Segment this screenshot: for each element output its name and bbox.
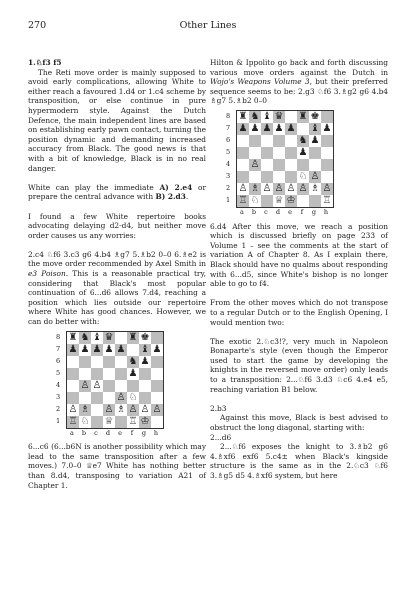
board-square: ♗ (80, 403, 90, 415)
board-square: ♟ (68, 343, 78, 355)
variation-move: 2...d6 (210, 432, 232, 442)
rank-label: 1 (56, 416, 61, 425)
board-square: ♜ (298, 110, 308, 122)
board-square (309, 195, 321, 207)
file-label: d (275, 207, 281, 216)
paragraph: 2...♘f6 exposes the knight to 3.♗b2 g6 4.♗xf6 exf6 5.c4± when Black's kingside structure is the same as in the 2.♘c3 ♘f6 3.♗g5 d5 4.♗xf6 system, but here (210, 442, 388, 480)
board-square: ♙ (238, 182, 248, 194)
board-square (79, 356, 91, 368)
file-labels (236, 208, 388, 218)
section-heading: 1.♘f3 f5 (28, 58, 62, 67)
board-square: ♘ (80, 415, 90, 427)
paragraph: The Reti move order is mainly supposed to avoid early complications, allowing White to either reach a favoured 1.d4 or 1.c4 scheme by transposition, or else continue in pure hypermodern style. Against the Dutch Defence, the main independent lines are based on establishing early pawn contact, turning the position dynamic and demanding increased accuracy from Black. The good news is that with a bit of knowledge, Black is in no real danger. (28, 67, 206, 173)
board-square (67, 368, 79, 380)
board-square (103, 368, 115, 380)
board-square (67, 356, 79, 368)
board-square: ♛ (274, 110, 284, 122)
board-square (297, 195, 309, 207)
board-square: ♟ (310, 134, 320, 146)
board-square: ♟ (322, 122, 332, 134)
board-square (285, 147, 297, 159)
board-square (127, 344, 139, 356)
board-square: ♟ (238, 122, 248, 134)
board-square: ♟ (140, 355, 150, 367)
rank-label: 8 (226, 111, 231, 120)
file-label: a (70, 428, 74, 437)
board-square (237, 147, 249, 159)
board-square (249, 135, 261, 147)
paragraph: White can play the immediate A) 2.e4 or prepare the central advance with B) 2.d3. (28, 182, 206, 202)
board-square (261, 171, 273, 183)
board-square (115, 416, 127, 428)
board-square (139, 392, 151, 404)
board-square: ♚ (310, 110, 320, 122)
board-square: ♝ (310, 122, 320, 134)
file-label: d (105, 428, 111, 437)
file-label: f (130, 428, 134, 437)
board-square (297, 123, 309, 135)
board-square: ♟ (80, 343, 90, 355)
board-square: ♞ (298, 134, 308, 146)
board-square (91, 404, 103, 416)
board-square (321, 111, 333, 123)
rank-label: 2 (56, 404, 61, 413)
board-square: ♙ (286, 182, 296, 194)
board-square: ♙ (262, 182, 272, 194)
paragraph: 6.d4 After this move, we reach a position which is discussed briefly on page 233 of Volume 1 – see the comments at the start of variation A of Chapter 8. As I explain there, Black should have no qualms about responding with 6...d5, since White's bishop is no longer able to go to f4. (210, 221, 388, 289)
board-square: ♜ (128, 331, 138, 343)
board-square (127, 380, 139, 392)
board-square (261, 195, 273, 207)
board-square (151, 368, 163, 380)
board-square (297, 159, 309, 171)
board-square (91, 368, 103, 380)
board-square (115, 356, 127, 368)
rank-label: 4 (226, 159, 231, 168)
board-square (273, 159, 285, 171)
board-square (151, 380, 163, 392)
board-square (91, 392, 103, 404)
board-square: ♟ (274, 122, 284, 134)
board-square: ♝ (92, 331, 102, 343)
board-square (321, 147, 333, 159)
board-square: ♙ (274, 182, 284, 194)
board-square: ♟ (92, 343, 102, 355)
board-square: ♖ (238, 194, 248, 206)
board-square: ♟ (116, 343, 126, 355)
board-square (285, 135, 297, 147)
board-square: ♔ (286, 194, 296, 206)
paragraph: Hilton & Ippolito go back and forth discussing various move orders against the Dutch in Wojo's Weapons Volume 3, but their preferred sequence seems to be: 2.g3 ♘f6 3.♗g2 g6 4.b4 ♗g7 5.♗b2 0–0 (210, 58, 389, 106)
file-label: e (288, 207, 292, 216)
board-square (103, 392, 115, 404)
board-square: ♙ (104, 403, 114, 415)
board-square: ♗ (116, 403, 126, 415)
rank-label: 3 (56, 392, 61, 401)
rank-label: 5 (226, 147, 231, 156)
rank-label: 2 (226, 183, 231, 192)
board-square (151, 356, 163, 368)
rank-label: 7 (226, 123, 231, 132)
board-square (321, 135, 333, 147)
file-label: e (118, 428, 122, 437)
board-square (261, 135, 273, 147)
file-label: h (323, 207, 329, 216)
left-column (28, 58, 206, 490)
board-square: ♜ (238, 110, 248, 122)
board-square: ♖ (128, 415, 138, 427)
paragraph: From the other moves which do not transpose to a regular Dutch or to the English Opening, I would mention two: (210, 298, 388, 327)
board-square: ♘ (298, 170, 308, 182)
board-square (261, 159, 273, 171)
file-label: c (264, 207, 268, 216)
file-label: b (81, 428, 87, 437)
board-square (273, 135, 285, 147)
board-square (273, 171, 285, 183)
paragraph: The exotic 2.♘c3!?, very much in Napoleon Bonaparte's style (even though the Emperor used to start the game by developing the knights in the reversed move order) only leads to a transposition: 2...♘f6 3.d3 ♘c6 4.e4 e5, reaching variation B1 below. (210, 336, 388, 394)
running-title: Other Lines (179, 20, 237, 31)
board-square (249, 171, 261, 183)
board-square (139, 380, 151, 392)
rank-label: 3 (226, 171, 231, 180)
board-square (237, 171, 249, 183)
board-square (115, 368, 127, 380)
board-square: ♙ (128, 403, 138, 415)
board-square (151, 416, 163, 428)
board-square (285, 111, 297, 123)
board-square (79, 368, 91, 380)
paragraph: Against this move, Black is best advised to obstruct the long diagonal, starting with: (210, 413, 388, 433)
board-square (103, 380, 115, 392)
paragraph: I found a few White repertoire books advocating delaying d2-d4, but neither move order causes us any worries: (28, 211, 206, 240)
board-square: ♕ (104, 415, 114, 427)
board-square: ♙ (298, 182, 308, 194)
board-square (321, 159, 333, 171)
board-square: ♚ (140, 331, 150, 343)
board-square: ♟ (128, 367, 138, 379)
rank-label: 7 (56, 344, 61, 353)
board-square (67, 392, 79, 404)
file-labels (66, 429, 206, 439)
file-label: b (251, 207, 257, 216)
board-square: ♙ (92, 379, 102, 391)
board-square (79, 392, 91, 404)
rank-label: 4 (56, 380, 61, 389)
file-label: g (141, 428, 147, 437)
file-label: h (153, 428, 159, 437)
file-label: g (311, 207, 317, 216)
board-square: ♘ (250, 194, 260, 206)
board-square (309, 147, 321, 159)
board-square: ♙ (116, 391, 126, 403)
board-square (285, 171, 297, 183)
rank-labels (56, 331, 66, 429)
board-square: ♘ (128, 391, 138, 403)
file-label: a (240, 207, 244, 216)
board-square (103, 356, 115, 368)
chess-diagram (56, 331, 206, 439)
right-column (210, 58, 388, 481)
board-square: ♞ (250, 110, 260, 122)
board-square: ♙ (322, 182, 332, 194)
board-square: ♔ (140, 415, 150, 427)
rank-label: 5 (56, 368, 61, 377)
board-square: ♙ (250, 158, 260, 170)
board-square: ♞ (128, 355, 138, 367)
board-square: ♜ (68, 331, 78, 343)
board-grid (236, 110, 334, 208)
board-square: ♟ (262, 122, 272, 134)
board-square: ♟ (250, 122, 260, 134)
board-square (91, 356, 103, 368)
board-square (249, 147, 261, 159)
board-square (115, 332, 127, 344)
board-square (237, 159, 249, 171)
board-square: ♝ (262, 110, 272, 122)
board-square (273, 147, 285, 159)
board-square (151, 332, 163, 344)
board-square (321, 171, 333, 183)
board-square: ♙ (68, 403, 78, 415)
board-square (285, 159, 297, 171)
board-grid (66, 331, 164, 429)
rank-label: 6 (56, 356, 61, 365)
paragraph: 6...c6 (6...b6N is another possibility which may lead to the same transposition after a few moves.) 7.0–0 ♕e7 White has nothing better than 8.d4, transposing to variation A21 of Chapter 1. (28, 442, 206, 490)
board-square: ♗ (250, 182, 260, 194)
board-square: ♟ (104, 343, 114, 355)
board-square: ♕ (274, 194, 284, 206)
page-number: 270 (28, 20, 47, 31)
board-square (139, 368, 151, 380)
file-label: f (300, 207, 304, 216)
board-square (151, 392, 163, 404)
board-square (309, 159, 321, 171)
file-label: c (94, 428, 98, 437)
board-square (261, 147, 273, 159)
board-square: ♟ (286, 122, 296, 134)
board-square: ♙ (140, 403, 150, 415)
board-square: ♙ (152, 403, 162, 415)
board-square (237, 135, 249, 147)
rank-label: 8 (56, 332, 61, 341)
board-square: ♙ (310, 170, 320, 182)
rank-label: 1 (226, 195, 231, 204)
board-square: ♖ (68, 415, 78, 427)
rank-label: 6 (226, 135, 231, 144)
board-square: ♝ (140, 343, 150, 355)
board-square (91, 416, 103, 428)
board-square: ♟ (298, 146, 308, 158)
page-header (28, 20, 388, 34)
variation-move: 2.b3 (210, 403, 227, 413)
board-square: ♟ (152, 343, 162, 355)
board-square: ♖ (322, 194, 332, 206)
rank-labels (226, 110, 236, 208)
board-square: ♙ (80, 379, 90, 391)
board-square (115, 380, 127, 392)
board-square (67, 380, 79, 392)
board-square: ♗ (310, 182, 320, 194)
paragraph: 2.c4 ♘f6 3.c3 g6 4.b4 ♗g7 5.♗b2 0–0 6.♗e2 is the move order recommended by Axel Smith in e3 Poison. This is a reasonable practical try, considering that Black's most popular continuation of 6...d6 allows 7.d4, reaching a position which lies outside our repertoire where White has good chances. However, we can do better with: (28, 249, 206, 327)
board-square: ♛ (104, 331, 114, 343)
chess-diagram (226, 110, 388, 218)
board-square: ♞ (80, 331, 90, 343)
